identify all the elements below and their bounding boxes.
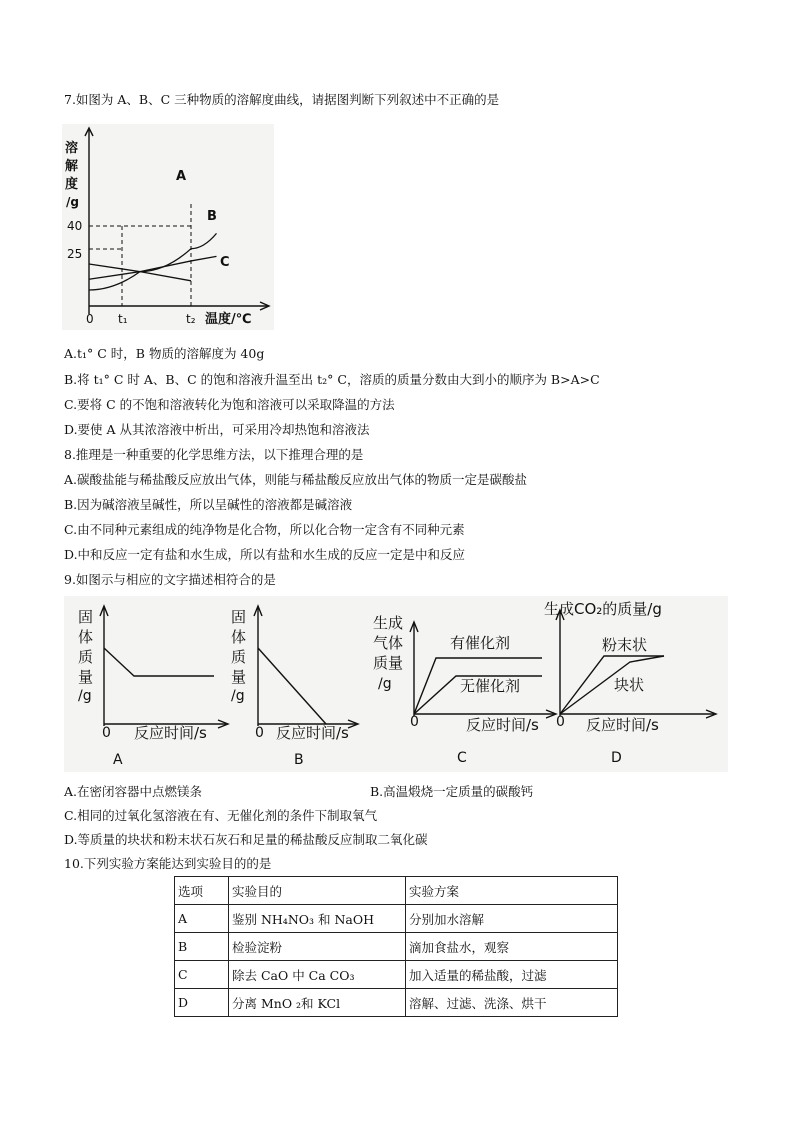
- q7-option-c: C.要将 C 的不饱和溶液转化为饱和溶液可以采取降温的方法: [64, 397, 395, 412]
- graph-c-ylabel-4: /g: [378, 676, 392, 692]
- graph-b-tag: B: [294, 752, 304, 768]
- table-cell: B: [175, 933, 229, 961]
- q7-option-a: A.t₁° C 时，B 物质的溶解度为 40g: [64, 346, 265, 361]
- q8-stem: 8.推理是一种重要的化学思维方法，以下推理合理的是: [64, 447, 364, 462]
- graph-c-label-no-catalyst: 无催化剂: [460, 677, 521, 695]
- table-header-plan: 实验方案: [406, 877, 618, 905]
- graph-a-xlabel: 反应时间/s: [134, 724, 207, 742]
- table-header-option: 选项: [175, 877, 229, 905]
- table-cell: 除去 CaO 中 Ca CO₃: [229, 961, 406, 989]
- q7-option-d: D.要使 A 从其浓溶液中析出，可采用冷却热饱和溶液法: [64, 422, 370, 437]
- graph-d-origin: 0: [556, 714, 565, 730]
- table-header-row: [175, 877, 618, 905]
- graph-d-ylabel: 生成CO₂的质量/g: [544, 600, 662, 618]
- q9-stem: 9.如图示与相应的文字描述相符合的是: [64, 572, 276, 587]
- table-cell: 检验淀粉: [229, 933, 406, 961]
- q9-option-b: B.高温煅烧一定质量的碳酸钙: [370, 784, 534, 799]
- q10-table: [174, 876, 618, 1017]
- graph-d-label-lump: 块状: [614, 676, 645, 694]
- graph-b-ylabel-1: 固: [231, 608, 247, 626]
- table-cell: 分别加水溶解: [406, 905, 618, 933]
- graph-c-ylabel-1: 生成: [373, 614, 404, 632]
- graph-b-line: [258, 648, 326, 724]
- table-cell: 分离 MnO ₂和 KCl: [229, 989, 406, 1017]
- graph-c-label-catalyst: 有催化剂: [450, 634, 511, 652]
- graph-d: [544, 600, 716, 766]
- x-tick-t2: t₂: [186, 312, 196, 326]
- table-cell: 加入适量的稀盐酸，过滤: [406, 961, 618, 989]
- curve-a: [89, 233, 217, 290]
- graph-d-line-powder: [560, 656, 664, 714]
- graph-d-tag: D: [611, 750, 622, 766]
- graph-a: [78, 606, 228, 768]
- table-cell: 溶解、过滤、洗涤、烘干: [406, 989, 618, 1017]
- graph-a-ylabel-3: 质: [78, 648, 94, 666]
- table-cell: 鉴别 NH₄NO₃ 和 NaOH: [229, 905, 406, 933]
- table-cell: A: [175, 905, 229, 933]
- table-row: [175, 961, 618, 989]
- table-row: [175, 905, 618, 933]
- graph-b-ylabel-4: 量: [231, 668, 247, 686]
- graph-c-ylabel-2: 气体: [373, 634, 404, 652]
- x-tick-t1: t₁: [118, 312, 128, 326]
- graph-a-ylabel-4: 量: [78, 668, 94, 686]
- graph-b: [231, 606, 358, 768]
- q7-solubility-chart: [62, 124, 274, 330]
- graph-b-ylabel-2: 体: [231, 628, 247, 646]
- table-cell: C: [175, 961, 229, 989]
- graph-a-ylabel-2: 体: [78, 628, 94, 646]
- y-tick-25: 25: [67, 247, 83, 261]
- graph-a-ylabel-1: 固: [78, 608, 94, 626]
- q9-option-d: D.等质量的块状和粉末状石灰石和足量的稀盐酸反应制取二氧化碳: [64, 832, 428, 847]
- graph-c-tag: C: [457, 750, 467, 766]
- q8-option-c: C.由不同种元素组成的纯净物是化合物，所以化合物一定含有不同种元素: [64, 522, 465, 537]
- q10-stem: 10.下列实验方案能达到实验目的的是: [64, 856, 272, 871]
- x-axis-label: 温度/℃: [205, 312, 252, 327]
- table-cell: 滴加食盐水，观察: [406, 933, 618, 961]
- graph-c-origin: 0: [410, 714, 419, 730]
- graph-c-xlabel: 反应时间/s: [466, 716, 539, 734]
- q8-option-d: D.中和反应一定有盐和水生成，所以有盐和水生成的反应一定是中和反应: [64, 547, 466, 562]
- y-label-2: 解: [65, 159, 79, 174]
- y-tick-40: 40: [67, 219, 83, 233]
- table-cell: D: [175, 989, 229, 1017]
- curve-b: [89, 256, 217, 279]
- curve-label-c: C: [220, 255, 230, 270]
- graph-d-xlabel: 反应时间/s: [586, 716, 659, 734]
- curve-label-b: B: [207, 209, 217, 224]
- graph-a-ylabel-5: /g: [78, 688, 92, 704]
- q7-stem: 7.如图为 A、B、C 三种物质的溶解度曲线，请据图判断下列叙述中不正确的是: [64, 92, 500, 107]
- graph-d-line-lump: [560, 656, 664, 714]
- graph-d-label-powder: 粉末状: [602, 636, 648, 654]
- q7-option-b: B.将 t₁° C 时 A、B、C 的饱和溶液升温至出 t₂° C，溶质的质量分数由大到小的顺序为 B>A>C: [64, 372, 600, 387]
- graph-a-origin: 0: [102, 725, 111, 741]
- graph-b-ylabel-5: /g: [231, 688, 245, 704]
- y-label-3: 度: [65, 177, 79, 192]
- table-row: [175, 989, 618, 1017]
- table-header-purpose: 实验目的: [229, 877, 406, 905]
- table-row: [175, 933, 618, 961]
- q8-option-a: A.碳酸盐能与稀盐酸反应放出气体，则能与稀盐酸反应放出气体的物质一定是碳酸盐: [64, 472, 528, 487]
- graph-a-line: [104, 648, 214, 676]
- graph-b-ylabel-3: 质: [231, 648, 247, 666]
- x-tick-0: 0: [86, 312, 94, 326]
- graph-c: [373, 614, 556, 766]
- curve-label-a: A: [176, 169, 187, 184]
- graph-b-xlabel: 反应时间/s: [276, 724, 349, 742]
- graph-c-ylabel-3: 质量: [373, 654, 404, 672]
- q9-option-a: A.在密闭容器中点燃镁条: [64, 784, 203, 799]
- q9-option-c: C.相同的过氧化氢溶液在有、无催化剂的条件下制取氧气: [64, 808, 378, 823]
- y-label-4: /g: [66, 195, 79, 209]
- q9-graphs: [64, 596, 728, 772]
- graph-b-origin: 0: [255, 725, 264, 741]
- y-label-1: 溶: [65, 141, 79, 156]
- q8-option-b: B.因为碱溶液呈碱性，所以呈碱性的溶液都是碱溶液: [64, 497, 353, 512]
- graph-a-tag: A: [113, 752, 123, 768]
